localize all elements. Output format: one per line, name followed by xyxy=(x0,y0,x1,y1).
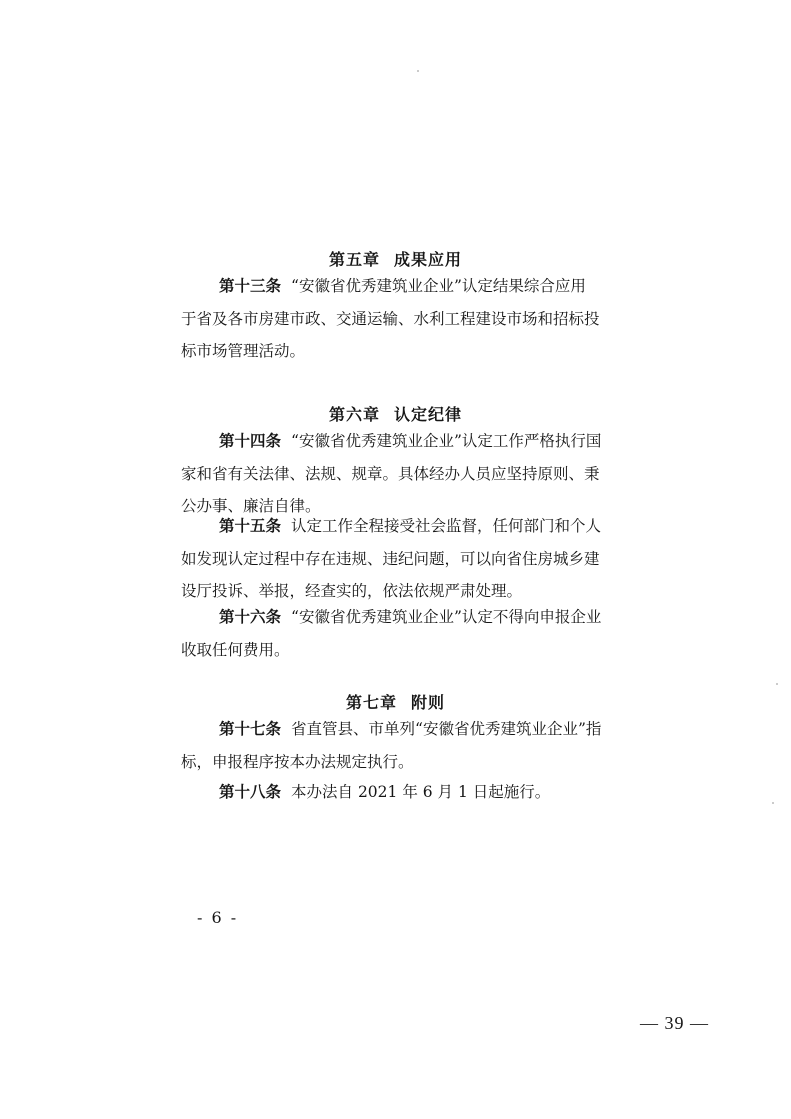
outer-page-number: — 39 — xyxy=(640,1013,709,1033)
chapter-5-title: 成果应用 xyxy=(394,250,463,269)
article-14 xyxy=(181,425,633,523)
paragraph-line: 标市场管理活动。 xyxy=(181,342,306,360)
chapter-6-title: 认定纪律 xyxy=(394,405,463,424)
chapter-5-heading xyxy=(0,247,791,270)
chapter-5-label: 第五章 xyxy=(328,250,380,269)
paragraph-line: 家和省有关法律、法规、规章。具体经办人员应坚持原则、秉 xyxy=(181,464,600,483)
article-18-number: 第十八条 xyxy=(219,783,282,801)
article-13-number: 第十三条 xyxy=(219,277,282,295)
paragraph-line xyxy=(181,601,633,634)
article-13 xyxy=(181,270,633,368)
article-14-number: 第十四条 xyxy=(219,432,282,450)
article-18 xyxy=(181,776,633,809)
article-17 xyxy=(181,713,633,778)
paragraph-line: 于省及各市房建市政、交通运输、水利工程建设市场和招标投 xyxy=(181,309,600,328)
paragraph-line: 设厅投诉、举报，经查实的，依法依规严肃处理。 xyxy=(181,582,523,600)
scan-speck xyxy=(417,70,419,72)
paragraph-line: 标，申报程序按本办法规定执行。 xyxy=(181,752,414,771)
chapter-7-heading xyxy=(0,690,791,713)
paragraph-line xyxy=(181,425,633,458)
chapter-7-label: 第七章 xyxy=(345,693,397,712)
article-16-text: “安徽省优秀建筑业企业”认定不得向申报企业 xyxy=(291,608,602,626)
paragraph-line xyxy=(181,510,633,543)
paragraph-line: 如发现认定过程中存在违规、违纪问题，可以向省住房城乡建 xyxy=(181,549,600,568)
article-15 xyxy=(181,510,633,608)
inner-page-number: - 6 - xyxy=(197,908,239,927)
article-16 xyxy=(181,601,633,666)
article-16-number: 第十六条 xyxy=(219,608,282,626)
article-14-text: “安徽省优秀建筑业企业”认定工作严格执行国 xyxy=(291,432,602,450)
paragraph-line: 公办事、廉洁自律。 xyxy=(181,497,321,515)
article-15-text: 认定工作全程接受社会监督，任何部门和个人 xyxy=(291,517,602,535)
article-18-text: 本办法自 2021 年 6 月 1 日起施行。 xyxy=(291,783,551,801)
paragraph-line: 收取任何费用。 xyxy=(181,640,290,659)
chapter-7-title: 附则 xyxy=(411,693,446,712)
scan-speck xyxy=(772,802,774,804)
article-17-number: 第十七条 xyxy=(219,720,282,738)
paragraph-line xyxy=(181,776,633,809)
scan-speck xyxy=(776,683,778,685)
paragraph-line xyxy=(181,713,633,746)
article-17-text: 省直管县、市单列“安徽省优秀建筑业企业”指 xyxy=(291,720,602,738)
paragraph-line xyxy=(181,270,633,303)
article-13-text: “安徽省优秀建筑业企业”认定结果综合应用 xyxy=(291,277,586,295)
chapter-6-heading xyxy=(0,402,791,425)
chapter-6-label: 第六章 xyxy=(328,405,380,424)
article-15-number: 第十五条 xyxy=(219,517,282,535)
